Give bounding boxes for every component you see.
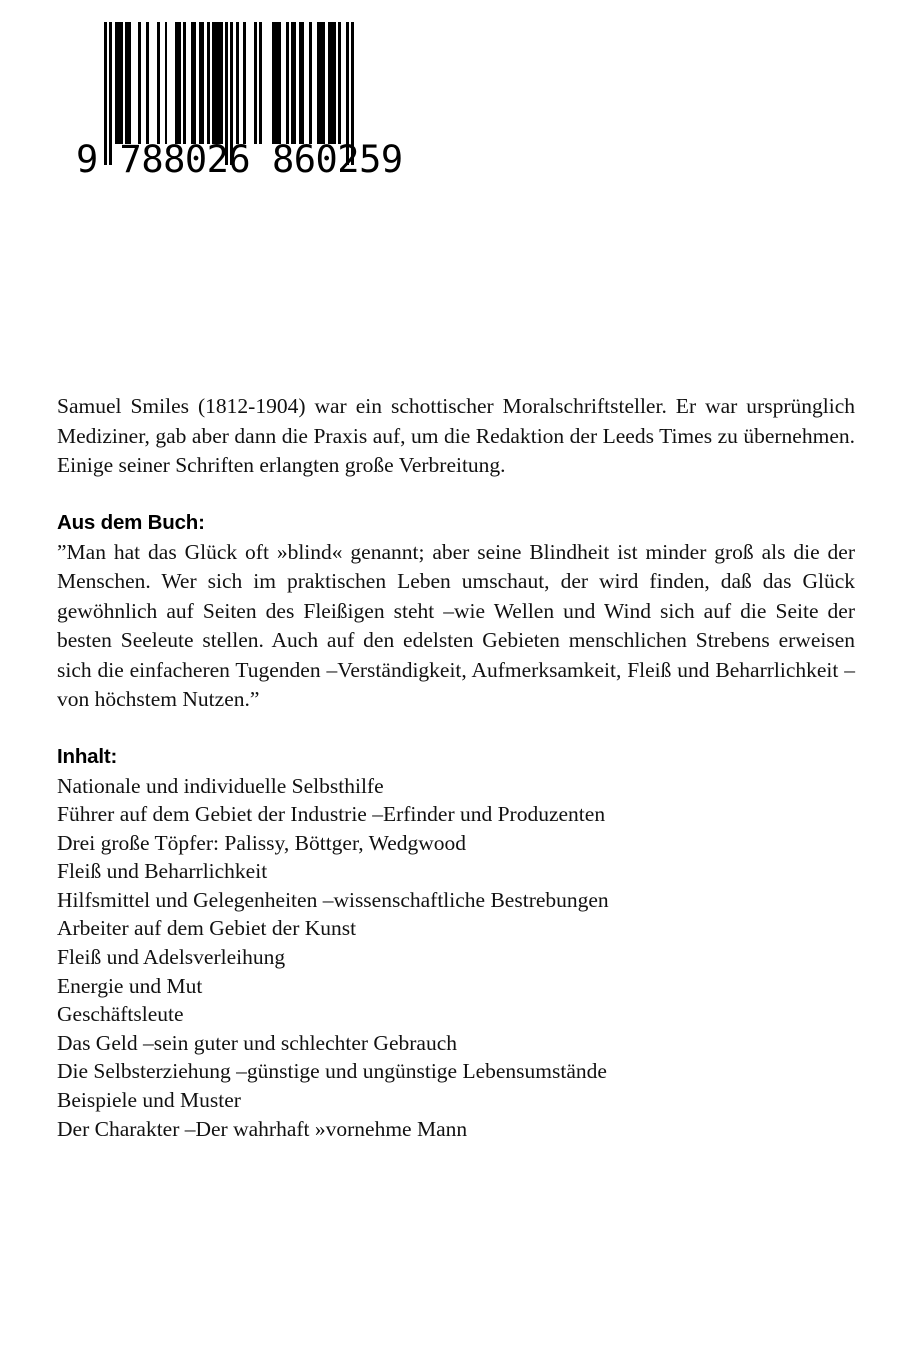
barcode-bar [207,22,210,144]
barcode-bar [333,22,336,144]
barcode-bar [183,22,186,144]
cover-text-content [57,392,855,1143]
barcode-digits: 9 788026 860259 [76,138,403,181]
contents-section [57,744,855,1144]
contents-item: Drei große Töpfer: Palissy, Böttger, Wedgwood [57,830,467,855]
excerpt-heading: Aus dem Buch: [57,510,205,534]
barcode [76,22,403,181]
contents-item: Nationale und individuelle Selbsthilfe [57,773,384,798]
contents-list [57,772,855,1144]
barcode-bar [286,22,289,144]
contents-item: Der Charakter –Der wahrhaft »vornehme Mann [57,1116,468,1141]
contents-item: Hilfsmittel und Gelegenheiten –wissenschaftliche Bestrebungen [57,887,609,912]
contents-item: Geschäftsleute [57,1002,184,1027]
barcode-bar [293,22,296,144]
author-bio-paragraph: Samuel Smiles (1812-1904) war ein schottischer Moralschriftsteller. Er war ursprünglich Mediziner, gab aber dann die Praxis auf, um die Redaktion der Leeds Times zu übernehmen. Einige seiner Schriften erlangten große Verbreitung. [57,394,855,477]
barcode-bar [120,22,123,144]
barcode-bar [301,22,304,144]
contents-heading: Inhalt: [57,744,118,768]
excerpt-quote: ”Man hat das Glück oft »blind« genannt; aber seine Blindheit ist minder groß als die der Menschen. Wer sich im praktischen Leben umschaut, der wird finden, daß das Glück gewöhnlich auf Seiten des Fleißigen steht –wie Wellen und Wind sich auf die Seite der besten Seeleute stellen. Auch auf den edelsten Gebieten menschlichen Strebens erweisen sich die einfacheren Tugenden –Verständigkeit, Aufmerksamkeit, Fleiß und Beharrlichkeit –von höchstem Nutzen.” [57,539,855,711]
contents-item: Führer auf dem Gebiet der Industrie –Erfinder und Produzenten [57,802,606,827]
contents-item: Fleiß und Adelsverleihung [57,945,286,970]
barcode-bar [236,22,239,144]
contents-item: Energie und Mut [57,973,203,998]
barcode-bar [243,22,246,144]
contents-item: Arbeiter auf dem Gebiet der Kunst [57,916,357,941]
barcode-bar [322,22,325,144]
contents-item: Die Selbsterziehung –günstige und ungünstige Lebensumstände [57,1059,607,1084]
contents-item: Fleiß und Beharrlichkeit [57,859,268,884]
barcode-bar [309,22,312,144]
barcode-bar [259,22,262,144]
barcode-bar [220,22,223,144]
barcode-bar [138,22,141,144]
barcode-bar [254,22,257,144]
barcode-bar [146,22,149,144]
barcode-bar [128,22,131,144]
barcode-bar [157,22,160,144]
excerpt-section [57,510,855,715]
barcode-icon [104,22,354,144]
barcode-bar [193,22,196,144]
contents-item: Das Geld –sein guter und schlechter Gebrauch [57,1030,457,1055]
barcode-bar [201,22,204,144]
contents-item: Beispiele und Muster [57,1088,241,1113]
barcode-bar [165,22,168,144]
barcode-bar [278,22,281,144]
barcode-bar [178,22,181,144]
barcode-bar [338,22,341,144]
